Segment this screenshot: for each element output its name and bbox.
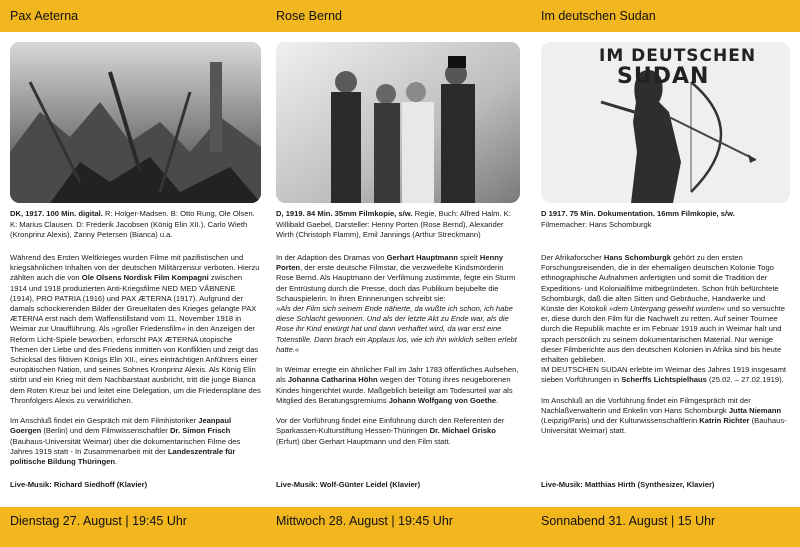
- film-credits: [541, 209, 790, 230]
- text-bold: Scherffs Lichtspielhaus: [621, 375, 707, 385]
- text: spielt: [457, 253, 480, 262]
- film-description: [541, 253, 790, 437]
- live-music: Live-Musik: Wolf-Günter Leidel (Klavier): [276, 480, 421, 489]
- film-title: Rose Bernd: [276, 9, 343, 23]
- poster-title-line2: SUDAN: [617, 64, 710, 89]
- text: In Weimar erregte ein ähnlicher Fall im Jahr 1783 öffentliches Aufsehen, als: [276, 365, 519, 385]
- text: wegen der Tötung ihres neugeborenen Kindes hingerichtet wurde. Maßgeblich beteiligt am Todesurteil war als Mitglied des Beratungsgremiums: [276, 375, 513, 405]
- text: (25.02. – 27.02.1919).: [706, 375, 784, 385]
- text: zwischen 1914 und 1918 produzierten Anti-Kriegsfilme NED MED VÅBNENE (1914), PRO PATRIA (1916) und PAX ÆTERNA (1917). Aufgrund der damals schockierenden Bilder der Greueltaten des Krieges gelangte PAX ÆTERNA erst nach dem Waffenstillstand vom 11. November 1918 in Weimar zur Uraufführung. Als »großer Friedensfilm« in den Anzeigen der Reform Licht-Spiele beworben, erforscht PAX ÆTERNA utopische Themen der Liebe und des Friedens inmitten von Konflikten und zeigt das Schicksal des fiktiven Königs Elin XII., eines einträchtigen Anführers einer europäischen Nation, und seines Sohnes Kronprinz Alexis. Als König Elin stirbt und ein Krieg mit dem Nachbarstaat ausbricht, tritt die junge Bianca dem Roten Kreuz bei und leitet eine Delegation, um die Friedenspläne des Thronfolgers Alexis zu verwirklichen.: [10, 273, 261, 405]
- film-description: [276, 253, 521, 447]
- live-music: Live-Musik: Matthias Hirth (Synthesizer, Klavier): [541, 480, 715, 489]
- credits-bold: DK, 1917. 100 Min. digital.: [10, 209, 103, 218]
- text-bold: Hans Schomburgk: [603, 253, 671, 262]
- film-credits: [10, 209, 261, 241]
- text: (Bauhaus-Universität Weimar) statt.: [541, 416, 787, 436]
- text: (Leipzig/Paris) und der Kulturwissenschaftlerin: [541, 416, 700, 426]
- text: IM DEUTSCHEN SUDAN erlebte im Weimar des Jahres 1919 insgesamt sieben Vorführungen in: [541, 365, 787, 385]
- screening-date: Dienstag 27. August | 19:45 Uhr: [10, 514, 187, 528]
- text-bold: Johanna Catharina Höhn: [287, 375, 378, 385]
- text-bold: Dr. Simon Frisch: [169, 426, 231, 436]
- text: (Berlin) und dem Filmwissenschaftler: [41, 426, 170, 436]
- film-credits: [276, 209, 521, 241]
- text: gehört zu den ersten Forschungsreisenden, die in der ehemaligen deutschen Kolonie Togo ethnographische Aufnahmen anfertigten und somit die Tradition der Expeditions- und Kolonialfilme mitbegründeten. Schon früh befürchtete Schomburgk, daß die alten Sitten und Gebräuche, Handwerke und Künste der Kotokoli: [541, 253, 779, 314]
- text: Vor der Vorführung findet eine Einführung durch den Referenten der Sparkassen-Kulturstiftung Hessen-Thüringen: [276, 416, 505, 436]
- text-bold: Jutta Niemann: [728, 406, 782, 416]
- text: In der Adaption des Dramas von: [276, 253, 387, 262]
- film-title: Im deutschen Sudan: [541, 9, 656, 23]
- text-bold: Jeanpaul Goergen: [10, 416, 232, 436]
- text-bold: Ole Olsens Nordisk Film Kompagni: [81, 273, 209, 283]
- screening-date: Mittwoch 28. August | 19:45 Uhr: [276, 514, 453, 528]
- film-still-photo: [10, 42, 261, 203]
- quote-text: »Als der Film sich seinem Ende näherte, da wußte ich schon, ich habe diese Schlacht gewonnen. Und als der letzte Akt zu Ende war, als die Rose ihr Kind erwürgt hat und dann verhaftet wird, da war erst eine Totenstille. Dann brach ein Applaus los, wie ich ihn wirklich selten erlebt hatte.«: [276, 304, 517, 354]
- quote-text: »dem Untergang geweiht wurden«: [608, 304, 726, 314]
- text: , der erste deutsche Filmstar, die verzweifelte Kindsmörderin Rose Bernd. Als Hauptmann der Verfilmung zustimmte, fegte ein Sturm der Entrüstung durch die Presse, doch das Publikum bejubelte die Schauspielerin. In ihren Erinnerungen schreibt sie:: [276, 263, 516, 303]
- text: (Erfurt) über Gerhart Hauptmann und den Film statt.: [276, 436, 451, 446]
- text-bold: Henny Porten: [276, 253, 504, 273]
- header-bar: [0, 0, 800, 32]
- screening-date: Sonnabend 31. August | 15 Uhr: [541, 514, 716, 528]
- text-bold: Landeszentrale für politische Bildung Thüringen: [10, 446, 236, 467]
- text-bold: Dr. Michael Grisko: [429, 426, 496, 436]
- text: .: [496, 395, 499, 405]
- text: Im Anschluß findet ein Gespräch mit dem Filmhistoriker: [10, 416, 199, 426]
- credits-text: Regie, Buch: Alfred Halm. K: Willibald Gaebel, Darsteller: Henny Porten (Rose Bernd), Alexander Wirth (Christoph Flamm), Emil Jannings (Arthur Streckmann): [276, 209, 511, 240]
- text: Der Afrikaforscher: [541, 253, 604, 262]
- credits-bold: D, 1919. 84 Min. 35mm Filmkopie, s/w.: [276, 209, 413, 218]
- film-still-photo: [276, 42, 520, 203]
- text: Während des Ersten Weltkrieges wurden Filme mit pazifistischen und kriegsähnlichen Inhalten von der deutschen Militärzensur verboten. Hierzu zählten auch die von: [10, 253, 260, 283]
- text-bold: Katrin Richter: [699, 416, 750, 426]
- credits-bold: D 1917. 75 Min. Dokumentation. 16mm Filmkopie, s/w.: [541, 209, 735, 218]
- film-description: [10, 253, 261, 467]
- text-bold: Johann Wolfgang von Goethe: [388, 395, 497, 405]
- credits-text: Filmemacher: Hans Schomburgk: [541, 219, 652, 229]
- film-title: Pax Aeterna: [10, 9, 79, 23]
- text: .: [115, 457, 118, 467]
- live-music: Live-Musik: Richard Siedhoff (Klavier): [10, 480, 148, 489]
- credits-text: R: Holger-Madsen. B: Otto Rung, Ole Olsen. K: Marius Clausen. D: Frederik Jacobsen (König Elin XII.), Carlo Wieth (Kronprinz Alexis), Zanny Petersen (Bianca) u.a.: [10, 209, 255, 240]
- text: (Bauhaus-Universität Weimar) über die dokumentarischen Filme des Jahres 1919 statt - In Zusammenarbeit mit der: [10, 436, 241, 456]
- text: und so versuchte er, diese durch den Film für die Nachwelt zu retten. Auf seiner Tournee durch die Republik machte er im Februar 1919 auch in Weimar halt und sprach persönlich zu seinem dokumentarischen Material. Nur wenige dieser Filmberichte aus den deutschen Kolonien in Afrika sind bis heute erhalten geblieben.: [541, 304, 786, 365]
- film-poster-image: [541, 42, 790, 203]
- text: Im Anschluß an die Vorführung findet ein Filmgespräch mit der Nachlaßverwalterin und Enkelin von Hans Schomburgk: [541, 395, 751, 416]
- poster-title-line1: IM DEUTSCHEN: [599, 46, 757, 66]
- text-bold: Gerhart Hauptmann: [386, 253, 458, 262]
